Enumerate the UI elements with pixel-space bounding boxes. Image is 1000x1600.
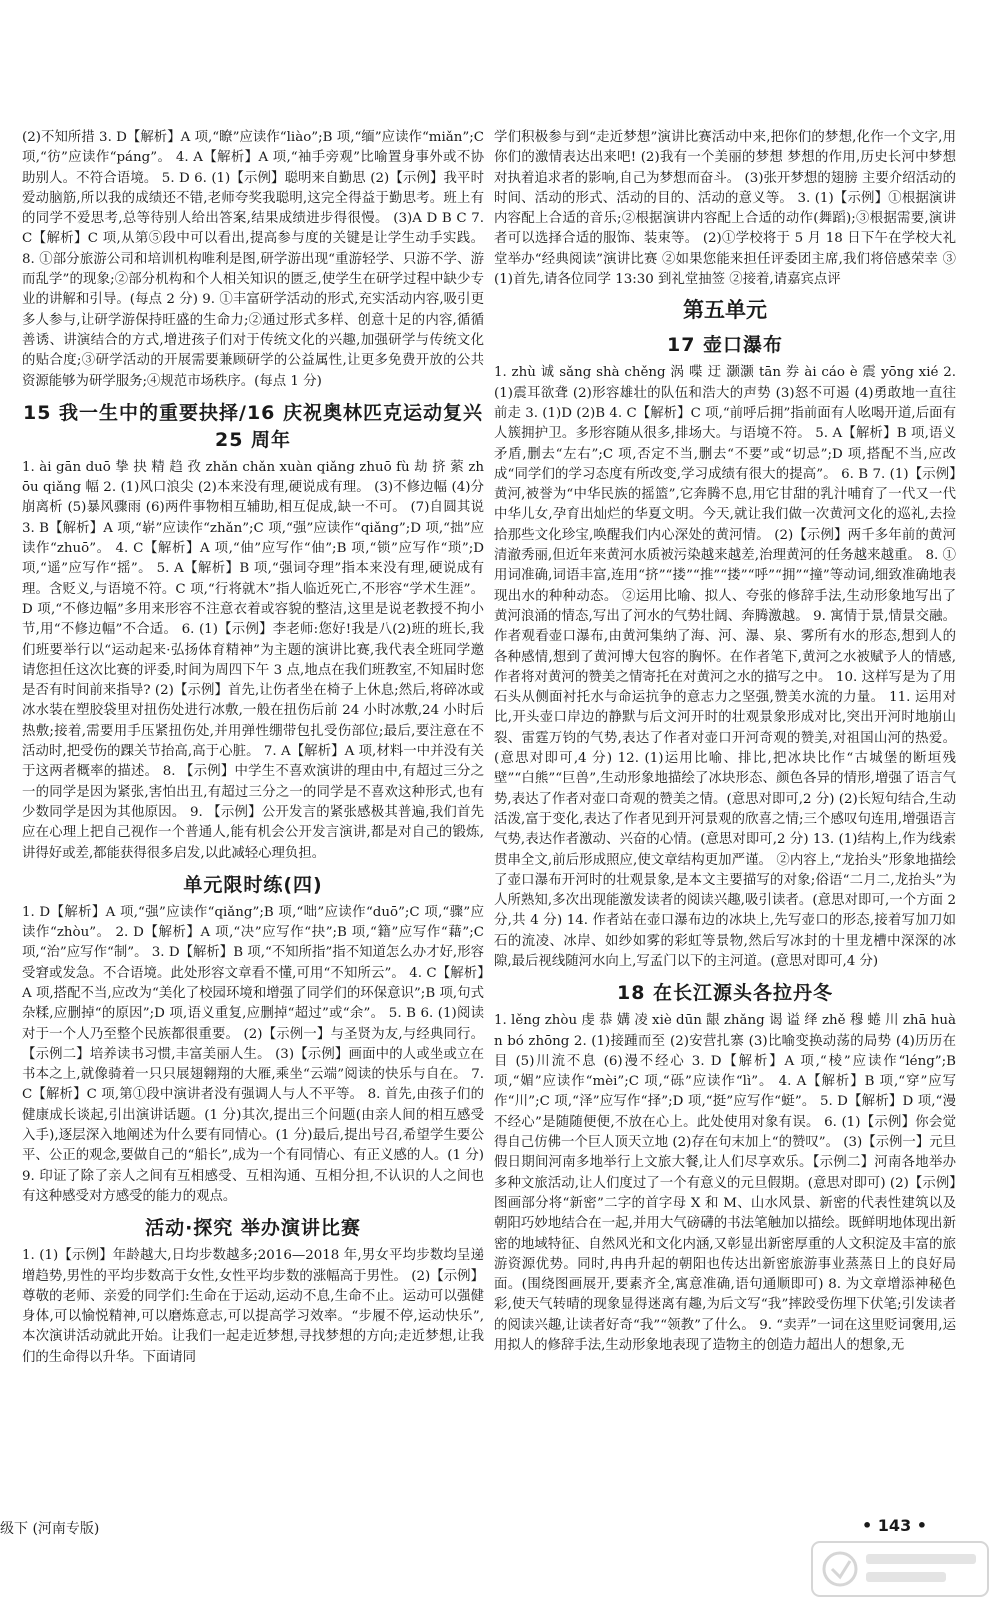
activity-heading: 活动·探究 举办演讲比赛	[145, 1217, 361, 1240]
answer-block-18: 1. lěng zhòu 虔 恭 媾 凌 xiè dūn 龈 zhǎng 谒 谥 绎 zhě 穆 蜷 川 zhā huàn bó zhōng 2. (1)接踵而至 (2)安营扎寨 (3)比喻变换动荡的局势 (4)历历在目 (5)川流不息 (6)漫不经心 3. D【解析】A 项,“棱”应读作“léng”;B 项,“媚”应读作“mèi”;C 项,“砾”应读作“lì”。 4. A【解析】B 项,“穿”应写作“川”;C 项,“泽”应写作“择”;D 项,“挺”应写作“蜓”。 5. D【解析】D 项,“漫不经心”是随随便便,不放在心上。此处使用对象有误。 6. (1)【示例】你会觉得自己仿佛一个巨人顶天立地 (2)存在句末加上“的赞叹”。 (3)【示例一】元旦假日期间河南多地举行上文旅大餐,让人们尽享欢乐。【示例二】河南各地举办多种文旅活动,让人们度过了一个有意义的元旦假期。(意思对即可) (2)【示例】图画部分将“新密”二字的首字母 X 和 M、山水风景、新密的代表性建筑以及朝阳巧妙地结合在一起,并用大气磅礴的书法笔触加以描绘。既鲜明地体现出新密的地域特征、自然风光和文化内涵,又彰显出新密厚重的人文积淀及丰富的旅游资源优势。同时,冉冉升起的朝阳也传达出新密旅游事业蒸蒸日上的良好局面。(围绕图画展开,要素齐全,寓意准确,语句通顺即可) 8. 为文章增添神秘色彩,使天气转晴的现象显得迷离有趣,为后文写“我”摔跤受伤埋下伏笔;引发读者的阅读兴趣,让读者好奇“我”“领教”了什么。 9. “卖弄”一词在这里贬词褒用,运用拟人的修辞手法,生动形象地表现了造物主的创造力超出人的想象,无	[494, 1013, 956, 1354]
lesson-17-heading: 17 壶口瀑布	[666, 334, 784, 357]
unit-5-heading: 第五单元	[683, 298, 767, 323]
answer-block-unit-test: 1. D【解析】A 项,“强”应读作“qiǎng”;B 项,“咄”应读作“duō”;C 项,“骤”应读作“zhòu”。 2. D【解析】A 项,“决”应写作“抉”;B 项,“籍”应写作“藉”;C 项,“治”应写作“制”。 3. D【解析】B 项,“不知所指”指不知道怎么办才好,形容受窘或发急。不合语境。此处形容文章看不懂,可用“不知所云”。 4. C【解析】A 项,搭配不当,应改为“美化了校园环境和增强了同学们的环保意识”;B 项,句式杂糅,应删掉“的原因”;D 项,语义重复,应删掉“超过”或“余”。 5. B 6. (1)阅读对于一个人乃至整个民族都很重要。 (2)【示例一】与圣贤为友,与经典同行。【示例二】培养读书习惯,丰富美丽人生。 (3)【示例】画面中的人或坐或立在书本之上,就像骑着一只只展翅翱翔的大雁,乘坐“云端”阅读的快乐与自在。 7. C【解析】C 项,第①段中演讲者没有强调人与人不平等。 8. 首先,由孩子们的健康成长谈起,引出演讲话题。(1 分)其次,提出三个问题(由亲人间的相互感受入手),逐层深入地阐述为什么要有同情心。(1 分)最后,提出号召,希望学生要公平、公正的观念,要做自己的“船长”,成为一个有同情心、有正义感的人。(1 分) 9. 印证了除了亲人之间有互相感受、互相沟通、互相分担,不认识的人之间也有这种感受对方感受的能力的观点。	[22, 904, 484, 1204]
left-column	[22, 128, 484, 1368]
answer-block-17: 1. zhù 诚 sǎng shà chěng 涡 喋 迂 灏灏 tān 券 ài cáo è 震 yōng xié 2. (1)震耳欲聋 (2)形容雄壮的队伍和浩大的声势 (3)怒不可遏 (4)勇敢地一直往前走 3. (1)D (2)B 4. C【解析】C 项,“前呼后拥”指前面有人吆喝开道,后面有人簇拥护卫。多形容随从很多,排场大。与语境不符。 5. A【解析】B 项,语义矛盾,删去“左右”;C 项,否定不当,删去“不要”或“切忌”;D 项,搭配不当,应改成“同学们的学习态度有所改变,学习成绩有很大的提高”。 6. B 7. (1)【示例】黄河,被誉为“中华民族的摇篮”,它奔腾不息,用它甘甜的乳汁哺育了一代又一代中华儿女,孕育出灿烂的华夏文明。今天,就让我们做一次黄河文化的巡礼,去捡拾那些文化珍宝,唤醒我们内心深处的黄河情。 (2)【示例】两千多年前的黄河清澈秀丽,但近年来黄河水质被污染越来越差,治理黄河的任务越来越重。 8. ①用词准确,词语丰富,连用“挤”“搂”“推”“搂”“呼”“拥”“撞”等动词,细致准确地表现出水的种种动态。 ②运用比喻、拟人、夸张的修辞手法,生动形象地写出了黄河浪涌的情态,写出了河水的气势壮阔、奔腾激越。 9. 寓情于景,情景交融。作者观看壶口瀑布,由黄河集纳了海、河、瀑、泉、雾所有水的形态,想到人的各种感情,想到了黄河博大包容的胸怀。在作者笔下,黄河之水被赋予人的情感,作者将对黄河的赞美之情寄托在对黄河之水的描写之中。 10. 这样写是为了用石头从侧面衬托水与命运抗争的意志力之坚强,赞美水流的力量。 11. 运用对比,开头壶口岸边的静默与后文河开时的壮观景象形成对比,突出开河时地崩山裂、雷霆万钧的气势,表达了作者对壶口开河奇观的赞美,对祖国山河的热爱。(意思对即可,4 分) 12. (1)运用比喻、排比,把冰块比作“古城堡的断垣残壁”“白熊”“巨兽”,生动形象地描绘了冰块形态、颜色各异的情形,增强了语言气势,表达了作者对壶口奇观的赞美之情。(意思对即可,2 分) (2)长短句结合,生动活泼,富于变化,表达了作者见到开河景观的欣喜之情;三个感叹句连用,增强语言气势,表达作者激动、兴奋的心情。(意思对即可,2 分) 13. (1)结构上,作为线索贯串全文,前后形成照应,使文章结构更加严谨。 ②内容上,“龙抬头”形象地描绘了壶口瀑布开河时的壮观景象,是本文主要描写的对象;俗语“二月二,龙抬头”为人所熟知,多次出现能激发读者的阅读兴趣,吸引读者。(意思对即可,一个方面 2 分,共 4 分) 14. 作者站在壶口瀑布边的冰块上,先写壶口的形态,接着写加刀如石的流凌、冰岸、如纱如雾的彩虹等景物,然后写冰封的十里龙槽中深深的冰隙,最后视线随河水向上,写孟门以下的主河道。(意思对即可,4 分)	[494, 365, 956, 969]
right-column	[494, 128, 956, 1356]
answer-block-activity-cont: 学们积极参与到“走近梦想”演讲比赛活动中来,把你们的梦想,化作一个文字,用你们的激情表达出来吧! (2)我有一个美丽的梦想 梦想的作用,历史长河中梦想对执着追求者的影响,自己为梦想而奋斗。 (3)张开梦想的翅膀 主要介绍活动的时间、活动的形式、活动的目的、活动的意义等。 3. (1)【示例】①根据演讲内容配上合适的音乐;②根据演讲内容配上合适的动作(舞蹈);③根据需要,演讲者可以选择合适的服饰、装束等。 (2)①学校将于 5 月 18 日下午在学校大礼堂举办“经典阅读”演讲比赛 ②如果您能来担任评委团主席,我们将倍感荣幸 ③(1)首先,请各位同学 13:30 到礼堂抽签 ②接着,请嘉宾点评	[494, 130, 956, 288]
answer-block-activity: 1. (1)【示例】年龄越大,日均步数越多;2016—2018 年,男女平均步数均呈递增趋势,男性的平均步数高于女性,女性平均步数的涨幅高于男性。 (2)【示例】尊敬的老师、亲爱的同学们:生命在于运动,运动不息,生命不止。运动可以强健身体,可以愉悦精神,可以磨炼意志,可以提高学习效率。“步履不停,运动快乐”,本次演讲活动就此开始。让我们一起走近梦想,寻找梦想的方向;走近梦想,让我们的生命得以升华。下面请同	[22, 1248, 484, 1365]
lesson-15-16-heading: 15 我一生中的重要抉择/16 庆祝奥林匹克运动复兴 25 周年	[22, 401, 484, 451]
page-number: • 143 •	[862, 1516, 927, 1535]
watermark-logo-icon	[810, 1540, 990, 1598]
footer-edition: 级下 (河南专版)	[0, 1521, 100, 1537]
answer-block-15-16: 1. ài gān duō 挚 抉 精 趋 孜 zhǎn chǎn xuàn qiǎng zhuō fù 劫 挤 萦 zhōu qiǎng 幅 2. (1)风口浪尖 (2)本来没有理,硬说成有理。 (3)不修边幅 (4)分崩离析 (5)暴风骤雨 (6)两件事物相互辅助,相互促成,缺一不可。 (7)自圆其说 3. B【解析】A 项,“崭”应读作“zhǎn”;C 项,“强”应读作“qiǎng”;D 项,“拙”应读作“zhuō”。 4. C【解析】A 项,“伷”应写作“伷”;B 项,“锁”应写作“琐”;D 项,“遥”应写作“摇”。 5. A【解析】B 项,“强词夺理”指本来没有理,硬说成有理。含贬义,与语境不符。C 项,“行将就木”指人临近死亡,不形容“学术生涯”。D 项,“不修边幅”多用来形容不注意衣着或容貌的整洁,这里是说老教授不拘小节,用“不修边幅”不合适。 6. (1)【示例】李老师:您好!我是八(2)班的班长,我们班要举行以“运动起来·弘扬体育精神”为主题的演讲比赛,我代表全班同学邀请您担任这次比赛的评委,时间为周四下午 3 点,地点在我们班教室,不知届时您是否有时间前来指导? (2)【示例】首先,让伤者坐在椅子上休息;然后,将碎冰或冰水装在塑胶袋里对扭伤处进行冰敷,一般在扭伤后前 24 小时冰敷,24 小时后热敷;接着,需要用手压紧扭伤处,并用弹性绷带包扎受伤部位;最后,要注意在不活动时,把受伤的踝关节抬高,高于心脏。 7. A【解析】A 项,材料一中并没有关于这两者概率的描述。 8. 【示例】中学生不喜欢演讲的理由中,有超过三分之一的同学是因为紧张,害怕出丑,有超过三分之一的同学是不喜欢这种形式,也有少数同学是因为其他原因。 9. 【示例】公开发言的紧张感极其普遍,我们首先应在心理上把自己视作一个普通人,能有机会公开发言演讲,都是对自己的锻炼,讲得好或差,都能获得很多启发,以此减轻心理负担。	[22, 459, 484, 861]
lesson-18-heading: 18 在长江源头各拉丹冬	[616, 982, 834, 1005]
unit-test-heading: 单元限时练(四)	[183, 873, 323, 896]
answer-block-14: (2)不知所措 3. D【解析】A 项,“瞭”应读作“liào”;B 项,“缅”应读作“miǎn”;C 项,“彷”应读作“páng”。 4. A【解析】A 项,“袖手旁观”比喻置身事外或不协助别人。不符合语境。 5. D 6. (1)【示例】聪明来自勤思 (2)【示例】我平时爱动脑筋,所以我的成绩还不错,老师夸奖我聪明,这完全得益于勤思考。班上有的同学不爱思考,总等待别人给出答案,结果成绩进步得很慢。 (3)A D B C 7. C【解析】C 项,从第⑤段中可以看出,提高参与度的关键是让学生动手实践。 8. ①部分旅游公司和培训机构唯利是图,研学游出现“重游轻学、只游不学、游而乱学”的现象;②部分机构和个人相关知识的匮乏,使学生在研学过程中缺少专业的讲解和引导。(每点 2 分) 9. ①丰富研学活动的形式,充实活动内容,吸引更多人参与,让研学游保持旺盛的生命力;②通过形式多样、创意十足的内容,循循善诱、讲演结合的方式,增进孩子们对于传统文化的兴趣,加强研学与传统文化的贴合度;③研学活动的开展需要兼顾研学的公益属性,让更多免费开放的公共资源能够为研学服务;④规范市场秩序。(每点 1 分)	[22, 130, 484, 389]
